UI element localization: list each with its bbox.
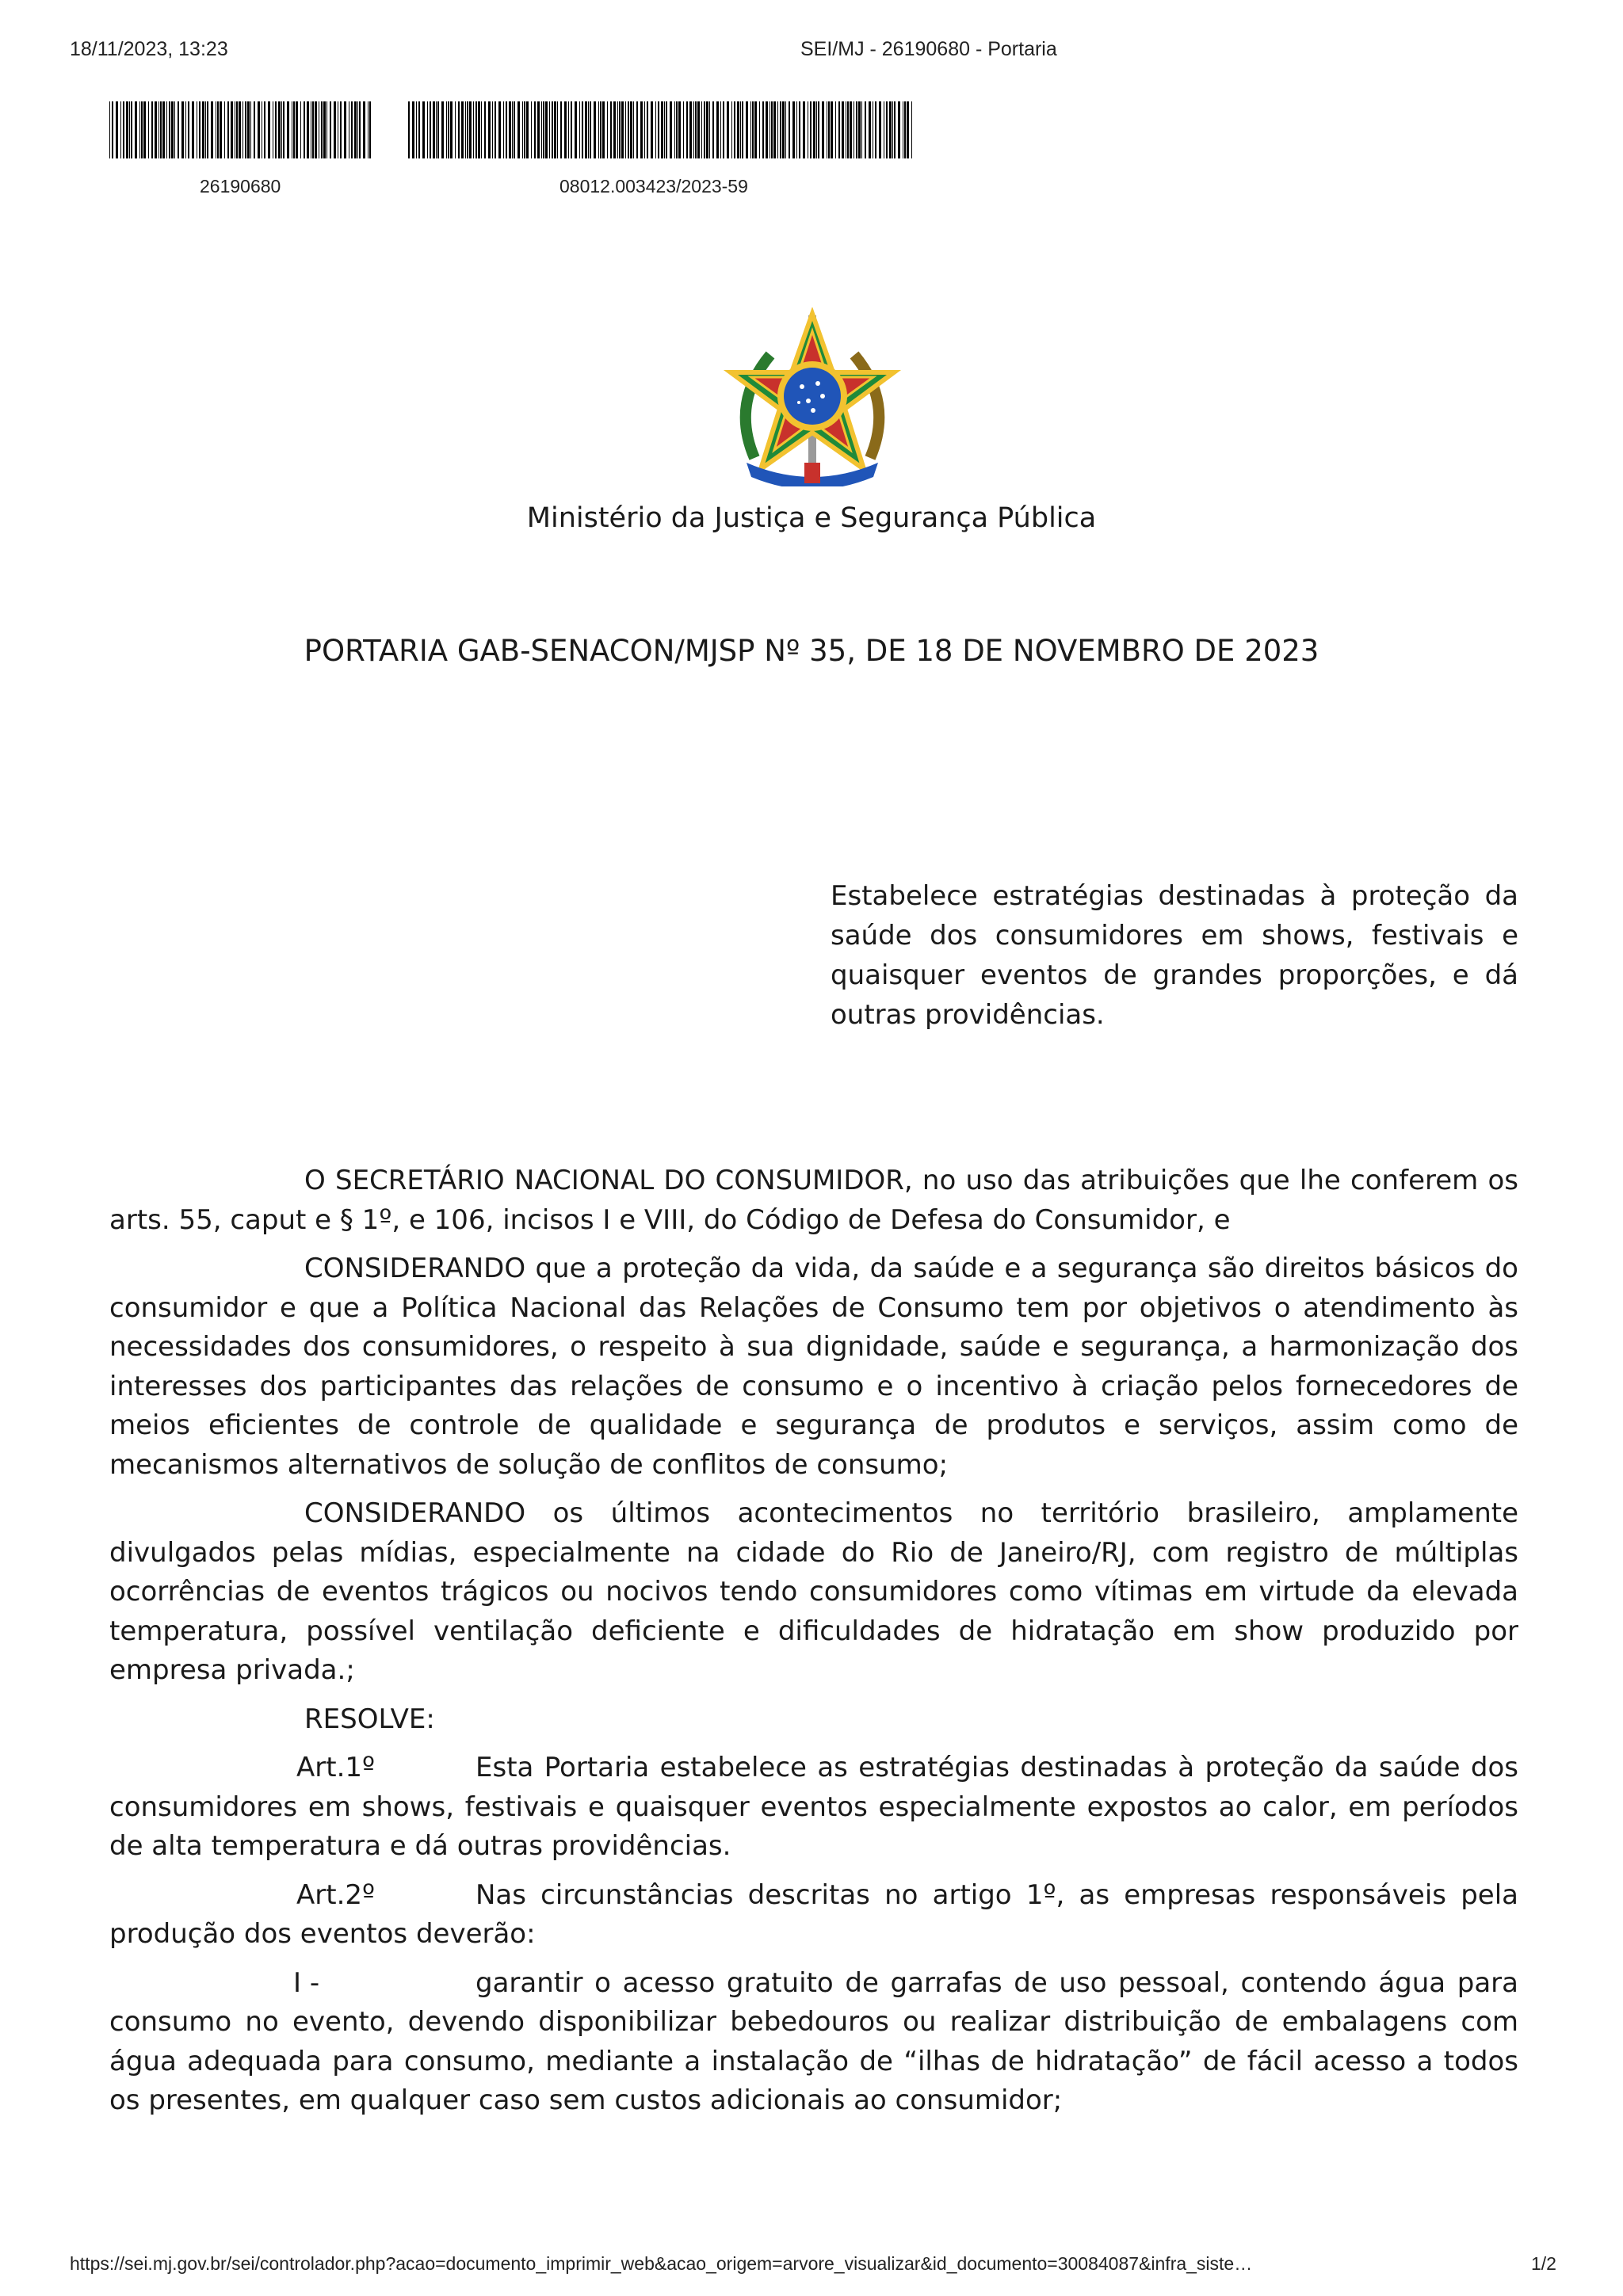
barcode-bar <box>585 101 587 158</box>
barcode-bar <box>334 101 336 158</box>
barcode-bar <box>369 101 371 158</box>
barcode-bar <box>446 101 447 158</box>
portaria-title: PORTARIA GAB-SENACON/MJSP Nº 35, DE 18 DE NOVEMBRO DE 2023 <box>304 634 1319 668</box>
barcode-bar <box>785 101 786 158</box>
barcode-bar <box>478 101 480 158</box>
barcode-bar <box>904 101 906 158</box>
barcode-bar <box>437 101 439 158</box>
barcode-bar <box>842 101 844 158</box>
barcode-bar <box>734 101 735 158</box>
barcode-bar <box>792 101 795 158</box>
barcode-bar <box>658 101 659 158</box>
barcode-bar <box>227 101 229 158</box>
considerando-paragraph: CONSIDERANDO os últimos acontecimentos no território brasileiro, amplamente divulgados pelas mídias, especialmente na cidade do Rio de Janeiro/RJ, com registro de múltiplas ocorrências de eventos trágicos ou nocivos tendo consumidores como vítimas em virtude da elevada temperatura, possível ventilação deficiente e dificuldades de hidratação em show produzido por empresa privada.; <box>109 1497 1518 1686</box>
barcode-bar <box>661 101 663 158</box>
barcode-bar <box>217 101 219 158</box>
barcode-bar <box>123 101 124 158</box>
inciso-paragraph <box>109 1964 1518 2121</box>
barcode-bar <box>293 101 295 158</box>
barcode-bar <box>340 101 342 158</box>
barcode-bar <box>534 101 536 158</box>
resolve-heading: RESOLVE: <box>304 1703 435 1735</box>
barcode-bar <box>488 101 491 158</box>
barcode-bar <box>430 101 431 158</box>
barcode-bar <box>892 101 893 158</box>
barcode-bar <box>526 101 529 158</box>
barcode-bar <box>268 101 270 158</box>
barcode-bar <box>537 101 540 158</box>
barcode-bar <box>448 101 449 158</box>
barcode-bar <box>689 101 692 158</box>
barcode-bar <box>564 101 567 158</box>
barcode-bar <box>258 101 260 158</box>
barcode-bar <box>514 101 515 158</box>
document-number: 26190680 <box>200 176 281 196</box>
barcode-bar <box>720 101 721 158</box>
barcode-bar <box>894 101 896 158</box>
barcode-bar <box>174 101 175 158</box>
barcode-bar <box>594 101 596 158</box>
barcode-bar <box>712 101 714 158</box>
ementa: Estabelece estratégias destinadas à proteção da saúde dos consumidores em shows, festivais e quaisquer eventos de grandes proporções, e dá outras providências. <box>831 880 1518 1031</box>
barcode-bar <box>746 101 748 158</box>
barcode-bar <box>674 101 675 158</box>
barcode-bar <box>610 101 612 158</box>
barcode-bar <box>557 101 558 158</box>
barcode-bar <box>503 101 504 158</box>
barcode-bar <box>509 101 511 158</box>
barcode-bar <box>621 101 624 158</box>
barcode-bar <box>879 101 881 158</box>
barcode-bar <box>552 101 553 158</box>
barcode-bar <box>582 101 583 158</box>
barcode-bar <box>655 101 656 158</box>
barcode-bar <box>803 101 805 158</box>
barcode-bar <box>731 101 732 158</box>
barcode-bar <box>831 101 833 158</box>
barcode-bar <box>651 101 653 158</box>
barcode-bar <box>109 101 110 158</box>
barcode-bar <box>740 101 741 158</box>
barcode-bar <box>590 101 591 158</box>
barcode-bar <box>613 101 616 158</box>
barcode-bar <box>850 101 852 158</box>
barcode-bar <box>524 101 525 158</box>
barcode-bar <box>644 101 645 158</box>
barcode-bar <box>278 101 281 158</box>
barcode-bar <box>178 101 179 158</box>
barcode-bar <box>412 101 414 158</box>
barcode-bar <box>816 101 817 158</box>
barcode-bar <box>568 101 569 158</box>
ministry-name: Ministério da Justiça e Segurança Pública <box>526 502 1097 534</box>
barcode-bar <box>433 101 435 158</box>
barcode-bar <box>475 101 477 158</box>
barcode-bar <box>205 101 206 158</box>
barcode-bar <box>723 101 724 158</box>
barcode-bar <box>742 101 743 158</box>
barcode-bar <box>856 101 857 158</box>
barcode-bar <box>869 101 871 158</box>
barcode-bar <box>762 101 764 158</box>
barcode-bar <box>512 101 513 158</box>
barcode-bar <box>766 101 768 158</box>
barcode-bar <box>545 101 548 158</box>
barcode-bar <box>640 101 643 158</box>
barcode-bar <box>467 101 468 158</box>
barcode-bar <box>777 101 778 158</box>
barcode-bar <box>281 101 282 158</box>
barcode-bar <box>822 101 824 158</box>
barcode-bar <box>495 101 496 158</box>
barcode-bar <box>911 101 912 158</box>
barcode-bar <box>171 101 174 158</box>
barcode-bar <box>759 101 760 158</box>
barcode-bar <box>706 101 708 158</box>
page-number: 1/2 <box>1531 2253 1556 2274</box>
barcode-bar <box>847 101 849 158</box>
barcode-bar <box>300 101 301 158</box>
barcode-bar <box>450 101 453 158</box>
brazil-coat-of-arms-icon <box>723 307 902 486</box>
barcode-bar <box>155 101 157 158</box>
barcode-bar <box>307 101 309 158</box>
barcode-bar <box>202 101 204 158</box>
barcode-bar <box>351 101 353 158</box>
barcode-bar <box>498 101 501 158</box>
barcode-bar <box>704 101 705 158</box>
barcode-bar <box>129 101 130 158</box>
barcode-bar <box>678 101 681 158</box>
barcode-bar <box>750 101 751 158</box>
barcode-bar <box>554 101 556 158</box>
barcode-bar <box>907 101 909 158</box>
barcode-bar <box>492 101 493 158</box>
barcode-bar <box>617 101 618 158</box>
barcode-bar <box>224 101 225 158</box>
barcode-bar <box>441 101 444 158</box>
print-page-title: SEI/MJ - 26190680 - Portaria <box>800 38 1057 60</box>
barcode-bar <box>418 101 420 158</box>
barcode-bar <box>250 101 251 158</box>
barcode-bar <box>199 101 200 158</box>
barcode-bar <box>323 101 326 158</box>
barcode-bar <box>408 101 410 158</box>
barcode-bar <box>686 101 688 158</box>
barcode-bar <box>695 101 697 158</box>
barcode-bar <box>283 101 285 158</box>
barcode-bar <box>239 101 241 158</box>
barcode-bar <box>427 101 428 158</box>
barcode-bar <box>625 101 626 158</box>
barcode-bar <box>588 101 589 158</box>
barcode-bar <box>254 101 255 158</box>
article-paragraph <box>109 1876 1518 1955</box>
print-datetime: 18/11/2023, 13:23 <box>70 38 228 60</box>
barcode-bar <box>131 101 132 158</box>
barcode-bar <box>207 101 208 158</box>
article-label: Art.1º <box>296 1752 376 1783</box>
barcode-bar <box>541 101 542 158</box>
barcode-bar <box>666 101 667 158</box>
barcode-bar <box>139 101 140 158</box>
barcode-bar <box>242 101 243 158</box>
barcode-bar <box>875 101 876 158</box>
barcode-bar <box>151 101 153 158</box>
barcode-bar <box>304 101 305 158</box>
barcode-bar <box>636 101 638 158</box>
barcode-bar <box>889 101 892 158</box>
barcode-bar <box>422 101 425 158</box>
barcode-bar <box>560 101 562 158</box>
barcode-bar <box>192 101 194 158</box>
barcode-bar <box>858 101 861 158</box>
barcode-bar <box>522 101 523 158</box>
barcode-bar <box>188 101 189 158</box>
barcode-bar <box>465 101 466 158</box>
barcode-bar <box>531 101 532 158</box>
article-text: Nas circunstâncias descritas no artigo 1º, as empresas responsáveis pela produção dos eventos deverão: <box>109 1878 1518 1950</box>
barcode-bar <box>782 101 785 158</box>
article-paragraph <box>109 1749 1518 1867</box>
article-label: Art.2º <box>296 1878 376 1911</box>
barcode-bar <box>683 101 684 158</box>
barcode-bar <box>484 101 486 158</box>
barcode-bar <box>607 101 608 158</box>
barcode-bar <box>359 101 361 158</box>
barcode-bar <box>630 101 632 158</box>
article-text: Esta Portaria estabelece as estratégias destinadas à proteção da saúde dos consumidores em shows, festivais e quaisquer eventos especialmente expostos ao calor, em períodos de alta temperatura e dá outras providências. <box>109 1752 1518 1862</box>
barcode-bar <box>517 101 520 158</box>
barcode-bar <box>886 101 888 158</box>
barcode-bar <box>185 101 186 158</box>
barcode-bar <box>141 101 143 158</box>
barcode-bar <box>162 101 165 158</box>
barcode-bar <box>368 101 369 158</box>
barcode-bar <box>543 101 544 158</box>
barcode-bar <box>670 101 672 158</box>
barcode-bar <box>771 101 773 158</box>
barcode-bar <box>264 101 265 158</box>
barcode-bar <box>752 101 754 158</box>
barcode-bar <box>716 101 719 158</box>
barcode-bar <box>769 101 770 158</box>
barcode-bar <box>275 101 277 158</box>
barcode-bar <box>602 101 605 158</box>
barcode-bar <box>354 101 357 158</box>
barcode-bar <box>312 101 314 158</box>
barcode-bar <box>112 101 113 158</box>
inciso-text: garantir o acesso gratuito de garrafas de uso pessoal, contendo água para consumo no evento, devendo disponibilizar bebedouros ou realizar distribuição de embalagens com água adequada para consumo, mediante a instalação de “ilhas de hidratação” de fácil acesso a todos os presentes, em qualquer caso sem custos adicionais ao consumidor; <box>109 1966 1518 2116</box>
barcode-bar <box>220 101 222 158</box>
barcode-bar <box>697 101 700 158</box>
barcode-bar <box>693 101 694 158</box>
barcode-bar <box>828 101 830 158</box>
barcode-bar <box>236 101 238 158</box>
barcode-bar <box>754 101 757 158</box>
barcode-bar <box>148 101 149 158</box>
barcode-bar <box>481 101 482 158</box>
considerando-paragraph: CONSIDERANDO que a proteção da vida, da saúde e a segurança são direitos básicos do consumidor e que a Política Nacional das Relações de Consumo tem por objetivos o atendimento às necessidades dos consumidores, o respeito à sua dignidade, saúde e segurança, a harmonização dos interesses dos participantes das relações de consumo e o incentivo à criação pelos fornecedores de meios eficientes de controle de qualidade e segurança de produtos e serviços, assim como de mecanismos alternativos de solução de conflitos de consumo; <box>109 1253 1518 1481</box>
barcode-bar <box>287 101 289 158</box>
barcode-bar <box>737 101 739 158</box>
barcode-bar <box>436 101 437 158</box>
barcode-bar <box>865 101 866 158</box>
document-body <box>109 1161 1518 2130</box>
barcode-bar <box>158 101 159 158</box>
barcode-bar <box>810 101 812 158</box>
barcode-bar <box>506 101 507 158</box>
barcode-bar <box>818 101 819 158</box>
barcode-bar <box>181 101 184 158</box>
print-url: https://sei.mj.gov.br/sei/controlador.php?acao=documento_imprimir_web&acao_origem=arvore_visualizar&id_documento=30084087&infra_siste… <box>70 2253 1253 2274</box>
barcode-bar <box>247 101 250 158</box>
barcode-bar <box>321 101 323 158</box>
barcode-bar <box>773 101 776 158</box>
barcode-bar <box>330 101 331 158</box>
barcode-bar <box>647 101 648 158</box>
barcode-bar <box>116 101 118 158</box>
barcode-bar <box>813 101 815 158</box>
barcode-bar <box>799 101 800 158</box>
barcode-bar <box>455 101 456 158</box>
barcode-bar <box>835 101 836 158</box>
inciso-label: I - <box>293 1966 320 1999</box>
process-number: 08012.003423/2023-59 <box>559 176 748 196</box>
barcode-bar <box>789 101 790 158</box>
barcode-bar <box>664 101 665 158</box>
barcode-bar <box>416 101 417 158</box>
process-barcode <box>408 101 915 158</box>
barcode-bar <box>357 101 358 158</box>
barcode-bar <box>838 101 840 158</box>
barcode-bar <box>169 101 170 158</box>
barcode-bar <box>598 101 599 158</box>
barcode-bar <box>344 101 346 158</box>
barcode-bar <box>727 101 729 158</box>
barcode-bar <box>231 101 233 158</box>
barcode-bar <box>211 101 213 158</box>
barcode-bar <box>780 101 781 158</box>
barcode-bar <box>579 101 580 158</box>
barcode-bar <box>458 101 460 158</box>
barcode-bar <box>469 101 472 158</box>
document-barcode <box>109 101 373 158</box>
barcode-bar <box>160 101 162 158</box>
barcode-bar <box>120 101 121 158</box>
barcode-bar <box>571 101 572 158</box>
barcode-bar <box>126 101 128 158</box>
barcode-bar <box>619 101 621 158</box>
barcode-bar <box>135 101 137 158</box>
barcode-bar <box>473 101 474 158</box>
barcode-bar <box>600 101 601 158</box>
barcode-bar <box>898 101 900 158</box>
barcode-bar <box>628 101 629 158</box>
barcode-bar <box>701 101 702 158</box>
barcode-bar <box>143 101 146 158</box>
barcode-bar <box>575 101 577 158</box>
barcode-bar <box>796 101 797 158</box>
barcode-bar <box>676 101 678 158</box>
barcode-bar <box>461 101 464 158</box>
barcode-bar <box>245 101 246 158</box>
barcode-bar <box>363 101 365 158</box>
preamble: O SECRETÁRIO NACIONAL DO CONSUMIDOR, no uso das atribuições que lhe conferem os arts. 55, caput e § 1º, e 106, incisos I e VIII, do Código de Defesa do Consumidor, e <box>109 1165 1518 1236</box>
barcode-bar <box>315 101 317 158</box>
barcode-bar <box>296 101 298 158</box>
barcode-bar <box>709 101 710 158</box>
barcode-bar <box>166 101 167 158</box>
barcode-bar <box>861 101 862 158</box>
barcode-bar <box>633 101 634 158</box>
barcode-bar <box>549 101 550 158</box>
